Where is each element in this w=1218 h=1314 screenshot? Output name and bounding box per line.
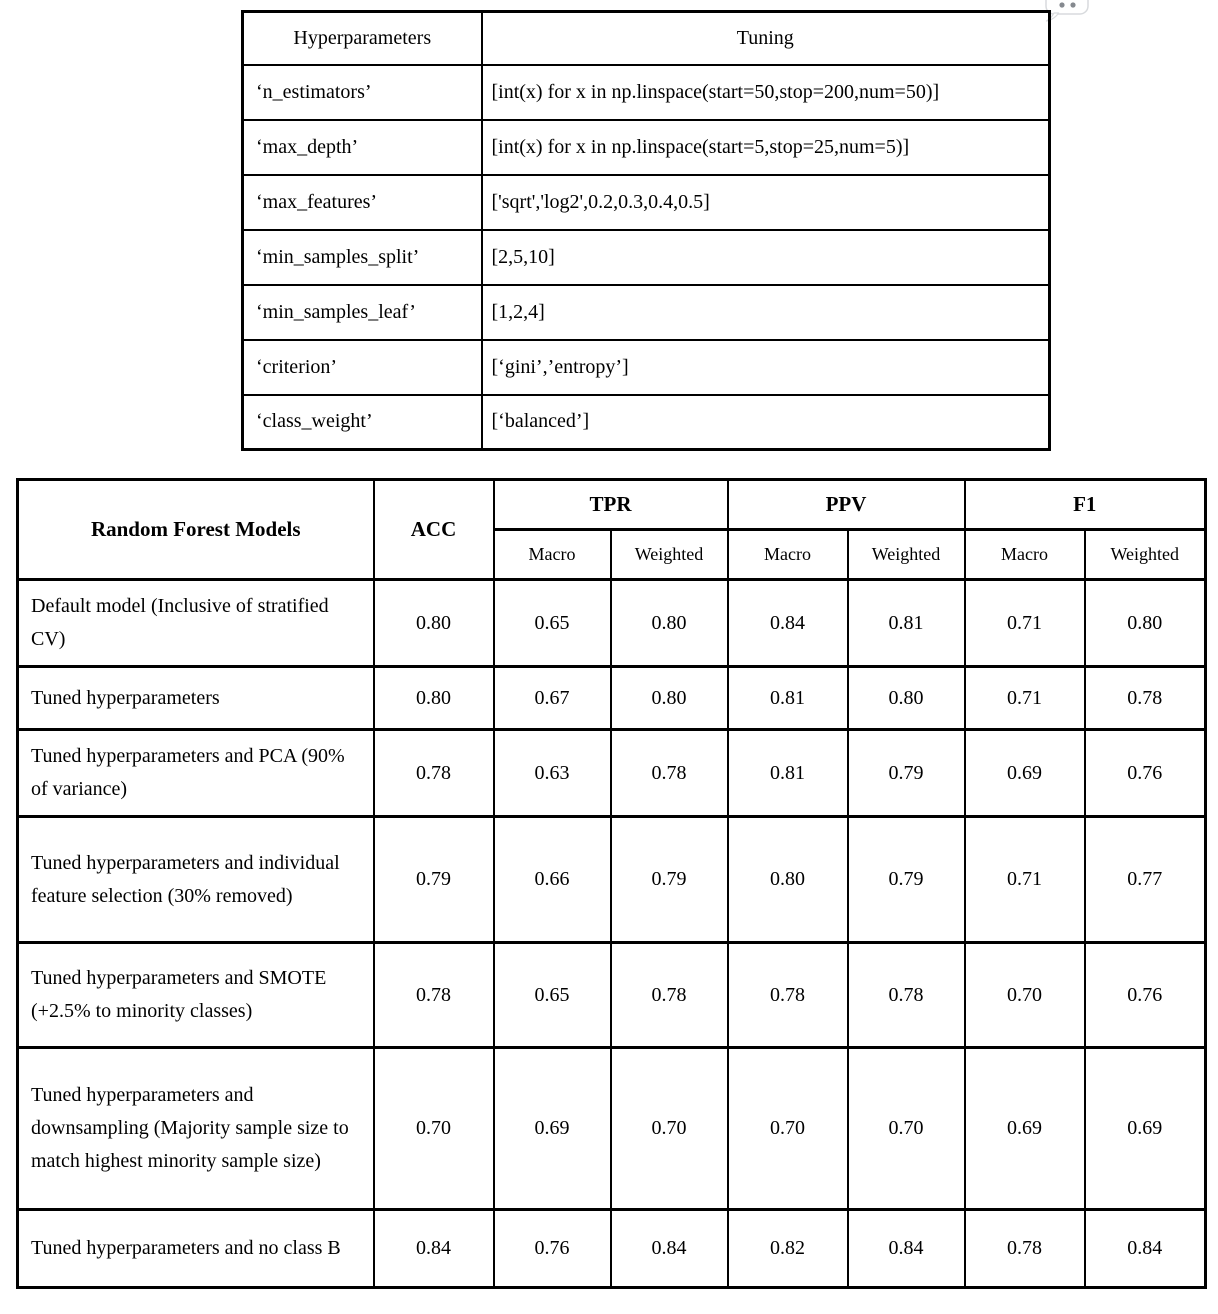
tuning-cell: ['sqrt','log2',0.2,0.3,0.4,0.5]: [482, 175, 1050, 230]
model-name-cell: Tuned hyperparameters and individual feature selection (30% removed): [18, 817, 374, 943]
table-row: [18, 1048, 1206, 1210]
metric-value-cell: 0.70: [374, 1048, 494, 1210]
column-header-models: Random Forest Models: [18, 480, 374, 580]
comment-indicator[interactable]: [1044, 0, 1092, 22]
table-header-row: [18, 480, 1206, 530]
metric-value-cell: 0.84: [728, 580, 848, 667]
table-row: [18, 817, 1206, 943]
metric-value-cell: 0.70: [728, 1048, 848, 1210]
results-table: [16, 478, 1207, 1289]
metric-value-cell: 0.84: [848, 1210, 965, 1288]
metric-value-cell: 0.78: [374, 730, 494, 817]
metric-value-cell: 0.80: [1085, 580, 1206, 667]
metric-value-cell: 0.80: [611, 580, 728, 667]
metric-value-cell: 0.76: [494, 1210, 611, 1288]
metric-value-cell: 0.84: [1085, 1210, 1206, 1288]
metric-value-cell: 0.65: [494, 580, 611, 667]
table-row: [18, 943, 1206, 1048]
model-name-cell: Tuned hyperparameters and PCA (90% of variance): [18, 730, 374, 817]
metric-value-cell: 0.70: [611, 1048, 728, 1210]
metric-value-cell: 0.77: [1085, 817, 1206, 943]
metric-value-cell: 0.69: [494, 1048, 611, 1210]
model-name-cell: Tuned hyperparameters: [18, 667, 374, 730]
column-header-f1-weighted: Weighted: [1085, 530, 1206, 580]
column-header-tuning: Tuning: [482, 12, 1050, 65]
metric-value-cell: 0.80: [848, 667, 965, 730]
param-cell: ‘max_depth’: [243, 120, 482, 175]
metric-value-cell: 0.79: [848, 817, 965, 943]
metric-value-cell: 0.69: [965, 1048, 1085, 1210]
metric-value-cell: 0.65: [494, 943, 611, 1048]
column-header-tpr-weighted: Weighted: [611, 530, 728, 580]
table-row: [243, 65, 1050, 120]
metric-value-cell: 0.66: [494, 817, 611, 943]
metric-value-cell: 0.82: [728, 1210, 848, 1288]
metric-value-cell: 0.84: [611, 1210, 728, 1288]
metric-value-cell: 0.79: [848, 730, 965, 817]
table-row: [18, 580, 1206, 667]
column-header-ppv-weighted: Weighted: [848, 530, 965, 580]
table-row: [243, 120, 1050, 175]
metric-value-cell: 0.70: [965, 943, 1085, 1048]
metric-value-cell: 0.80: [728, 817, 848, 943]
tuning-cell: [2,5,10]: [482, 230, 1050, 285]
table-row: [18, 667, 1206, 730]
metric-value-cell: 0.79: [374, 817, 494, 943]
metric-value-cell: 0.78: [374, 943, 494, 1048]
param-cell: ‘max_features’: [243, 175, 482, 230]
metric-value-cell: 0.81: [728, 667, 848, 730]
metric-value-cell: 0.70: [848, 1048, 965, 1210]
hyperparameters-table: [241, 10, 1051, 451]
column-header-f1: F1: [965, 480, 1206, 530]
tuning-cell: [int(x) for x in np.linspace(start=50,stop=200,num=50)]: [482, 65, 1050, 120]
model-name-cell: Tuned hyperparameters and no class B: [18, 1210, 374, 1288]
model-name-cell: Default model (Inclusive of stratified CV): [18, 580, 374, 667]
metric-value-cell: 0.78: [965, 1210, 1085, 1288]
metric-value-cell: 0.71: [965, 817, 1085, 943]
metric-value-cell: 0.80: [611, 667, 728, 730]
metric-value-cell: 0.78: [611, 943, 728, 1048]
metric-value-cell: 0.63: [494, 730, 611, 817]
metric-value-cell: 0.80: [374, 580, 494, 667]
metric-value-cell: 0.69: [965, 730, 1085, 817]
column-header-tpr: TPR: [494, 480, 728, 530]
metric-value-cell: 0.67: [494, 667, 611, 730]
tuning-cell: [‘balanced’]: [482, 395, 1050, 450]
param-cell: ‘class_weight’: [243, 395, 482, 450]
column-header-f1-macro: Macro: [965, 530, 1085, 580]
table-row: [243, 340, 1050, 395]
metric-value-cell: 0.78: [848, 943, 965, 1048]
column-header-tpr-macro: Macro: [494, 530, 611, 580]
model-name-cell: Tuned hyperparameters and SMOTE (+2.5% to minority classes): [18, 943, 374, 1048]
metric-value-cell: 0.69: [1085, 1048, 1206, 1210]
metric-value-cell: 0.76: [1085, 943, 1206, 1048]
column-header-ppv: PPV: [728, 480, 965, 530]
param-cell: ‘criterion’: [243, 340, 482, 395]
metric-value-cell: 0.71: [965, 580, 1085, 667]
model-name-cell: Tuned hyperparameters and downsampling (Majority sample size to match highest minority sample size): [18, 1048, 374, 1210]
table-row: [18, 730, 1206, 817]
column-header-acc: ACC: [374, 480, 494, 580]
metric-value-cell: 0.80: [374, 667, 494, 730]
metric-value-cell: 0.81: [848, 580, 965, 667]
tuning-cell: [‘gini’,’entropy’]: [482, 340, 1050, 395]
metric-value-cell: 0.81: [728, 730, 848, 817]
metric-value-cell: 0.84: [374, 1210, 494, 1288]
table-header-row: [243, 12, 1050, 65]
metric-value-cell: 0.78: [611, 730, 728, 817]
table-row: [243, 230, 1050, 285]
column-header-ppv-macro: Macro: [728, 530, 848, 580]
metric-value-cell: 0.78: [728, 943, 848, 1048]
param-cell: ‘n_estimators’: [243, 65, 482, 120]
param-cell: ‘min_samples_leaf’: [243, 285, 482, 340]
tuning-cell: [int(x) for x in np.linspace(start=5,stop=25,num=5)]: [482, 120, 1050, 175]
param-cell: ‘min_samples_split’: [243, 230, 482, 285]
table-row: [243, 175, 1050, 230]
metric-value-cell: 0.79: [611, 817, 728, 943]
table-row: [243, 285, 1050, 340]
column-header-hyperparameters: Hyperparameters: [243, 12, 482, 65]
table-row: [18, 1210, 1206, 1288]
metric-value-cell: 0.71: [965, 667, 1085, 730]
tuning-cell: [1,2,4]: [482, 285, 1050, 340]
table-row: [243, 395, 1050, 450]
comment-bubble-icon: [1044, 9, 1092, 26]
metric-value-cell: 0.78: [1085, 667, 1206, 730]
metric-value-cell: 0.76: [1085, 730, 1206, 817]
